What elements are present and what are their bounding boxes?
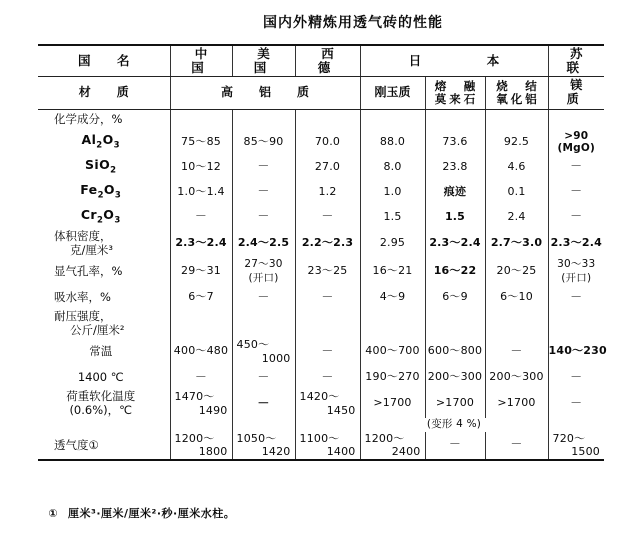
cell-corundum: 1.5 bbox=[360, 205, 425, 230]
page-title: 国内外精炼用透气砖的性能 bbox=[263, 15, 443, 31]
cell-sintered-alumina: 4.6 bbox=[485, 155, 548, 180]
header-label-material: 材 质 bbox=[38, 77, 170, 110]
header-material-corundum: 刚玉质 bbox=[360, 77, 425, 110]
cell-usa: － bbox=[232, 366, 295, 390]
row-label-chemical-composition: 化学成分，% bbox=[54, 112, 123, 127]
cell-sintered-alumina: － bbox=[485, 432, 548, 461]
cell-china: 1200～ 1800 bbox=[170, 432, 232, 461]
header-material-high-alumina: 高 铝 质 bbox=[170, 77, 360, 110]
cell-west-germany bbox=[295, 310, 360, 338]
cell-fused-mullite: － bbox=[425, 432, 485, 461]
table-row bbox=[38, 432, 604, 461]
cell-ussr: － bbox=[548, 205, 604, 230]
cell-ussr: － bbox=[548, 180, 604, 205]
cell-corundum: 4～9 bbox=[360, 286, 425, 310]
cell-ussr: － bbox=[548, 366, 604, 390]
table-row bbox=[38, 110, 604, 130]
header-country-usa: 美 国 bbox=[232, 45, 295, 77]
row-label-fe2o3: $Fe_2O_3$ bbox=[80, 181, 122, 201]
cell-west-germany bbox=[295, 418, 360, 432]
row-label-permeability: 透气度① bbox=[54, 437, 99, 452]
cell-usa: － bbox=[232, 390, 295, 418]
cell-sintered-alumina bbox=[485, 310, 548, 338]
cell-ussr: 720～ 1500 bbox=[548, 432, 604, 461]
cell-sintered-alumina: 92.5 bbox=[485, 130, 548, 155]
cell-ussr bbox=[548, 110, 604, 130]
cell-corundum: 1.0 bbox=[360, 180, 425, 205]
cell-west-germany: － bbox=[295, 286, 360, 310]
cell-ussr: － bbox=[548, 390, 604, 418]
cell-west-germany: 27.0 bbox=[295, 155, 360, 180]
header-country-ussr: 苏 联 bbox=[548, 45, 604, 77]
header-material-fused-mullite: 熔 融 莫来石 bbox=[425, 77, 485, 110]
cell-deformation-note: (变形 4 %) bbox=[360, 418, 548, 432]
table-header-row-material bbox=[38, 77, 604, 110]
cell-fused-mullite bbox=[425, 110, 485, 130]
row-label-compressive-strength: 耐压强度， 公斤/厘米² bbox=[54, 308, 125, 337]
footnote-text: 厘米³·厘米/厘米²·秒·厘米水柱。 bbox=[68, 507, 236, 520]
table-row bbox=[38, 366, 604, 390]
cell-china: 75～85 bbox=[170, 130, 232, 155]
cell-corundum: 2.95 bbox=[360, 230, 425, 258]
cell-corundum: 8.0 bbox=[360, 155, 425, 180]
cell-ussr: 140～230 bbox=[548, 338, 604, 366]
cell-corundum bbox=[360, 310, 425, 338]
cell-usa: 27～30 (开口) bbox=[232, 258, 295, 286]
table-row bbox=[38, 205, 604, 230]
cell-ussr: >90 (MgO) bbox=[548, 130, 604, 155]
cell-corundum bbox=[360, 110, 425, 130]
cell-corundum: 190～270 bbox=[360, 366, 425, 390]
cell-west-germany: 70.0 bbox=[295, 130, 360, 155]
cell-fused-mullite: >1700 bbox=[425, 390, 485, 418]
properties-table-wrapper bbox=[38, 44, 610, 461]
cell-sintered-alumina: 6～10 bbox=[485, 286, 548, 310]
cell-fused-mullite: 73.6 bbox=[425, 130, 485, 155]
cell-sintered-alumina: >1700 bbox=[485, 390, 548, 418]
footnote bbox=[38, 505, 604, 521]
cell-ussr: 30～33 (开口) bbox=[548, 258, 604, 286]
cell-corundum: 16～21 bbox=[360, 258, 425, 286]
row-label-water-absorption: 吸水率，% bbox=[54, 289, 111, 304]
table-row bbox=[38, 155, 604, 180]
cell-fused-mullite: 6～9 bbox=[425, 286, 485, 310]
cell-ussr: 2.3～2.4 bbox=[548, 230, 604, 258]
row-label-al2o3: $Al_2O_3$ bbox=[81, 131, 120, 151]
row-label-softening-temperature: 荷重软化温度 (0.6%)，℃ bbox=[66, 388, 136, 417]
cell-sintered-alumina: 200～300 bbox=[485, 366, 548, 390]
row-label-sio2: SiO$_2$ bbox=[85, 156, 117, 176]
cell-west-germany: 23～25 bbox=[295, 258, 360, 286]
cell-usa: 85～90 bbox=[232, 130, 295, 155]
cell-china bbox=[170, 110, 232, 130]
cell-usa bbox=[232, 110, 295, 130]
cell-china: － bbox=[170, 205, 232, 230]
cell-sintered-alumina: 0.1 bbox=[485, 180, 548, 205]
cell-west-germany: 1.2 bbox=[295, 180, 360, 205]
properties-table bbox=[38, 44, 610, 461]
cell-sintered-alumina: 2.4 bbox=[485, 205, 548, 230]
row-label-bulk-density: 体积密度， 克/厘米³ bbox=[54, 228, 113, 257]
cell-fused-mullite: 23.8 bbox=[425, 155, 485, 180]
cell-west-germany: 1100～ 1400 bbox=[295, 432, 360, 461]
cell-corundum: 88.0 bbox=[360, 130, 425, 155]
header-label-country: 国 名 bbox=[38, 45, 170, 77]
cell-ussr: － bbox=[548, 155, 604, 180]
cell-west-germany: 1420～ 1450 bbox=[295, 390, 360, 418]
cell-west-germany: － bbox=[295, 338, 360, 366]
cell-usa: 2.4～2.5 bbox=[232, 230, 295, 258]
cell-usa: － bbox=[232, 155, 295, 180]
table-row bbox=[38, 286, 604, 310]
cell-ussr: － bbox=[548, 286, 604, 310]
cell-ussr bbox=[548, 418, 604, 432]
cell-china bbox=[170, 310, 232, 338]
cell-corundum: >1700 bbox=[360, 390, 425, 418]
row-label-spacer bbox=[38, 418, 170, 432]
cell-usa bbox=[232, 418, 295, 432]
header-country-west-germany: 西 德 bbox=[295, 45, 360, 77]
cell-sintered-alumina: 2.7～3.0 bbox=[485, 230, 548, 258]
cell-china bbox=[170, 418, 232, 432]
cell-corundum: 400～700 bbox=[360, 338, 425, 366]
cell-fused-mullite: 痕迹 bbox=[425, 180, 485, 205]
table-row bbox=[38, 258, 604, 286]
cell-sintered-alumina: － bbox=[485, 338, 548, 366]
table-row bbox=[38, 310, 604, 338]
cell-fused-mullite bbox=[425, 310, 485, 338]
row-label-cr2o3: $Cr_2O_3$ bbox=[80, 206, 121, 226]
table-row bbox=[38, 338, 604, 366]
cell-usa: 450～ 1000 bbox=[232, 338, 295, 366]
header-material-magnesia: 镁 质 bbox=[548, 77, 604, 110]
cell-west-germany: 2.2～2.3 bbox=[295, 230, 360, 258]
cell-usa: － bbox=[232, 205, 295, 230]
cell-china: 1470～ 1490 bbox=[170, 390, 232, 418]
table-row bbox=[38, 230, 604, 258]
cell-fused-mullite: 600～800 bbox=[425, 338, 485, 366]
cell-ussr bbox=[548, 310, 604, 338]
cell-west-germany: － bbox=[295, 205, 360, 230]
header-country-japan: 日 本 bbox=[360, 45, 548, 77]
table-row-deformation-note bbox=[38, 418, 604, 432]
footnote-marker: ① bbox=[48, 507, 58, 520]
table-row bbox=[38, 130, 604, 155]
cell-sintered-alumina: 20～25 bbox=[485, 258, 548, 286]
cell-west-germany: － bbox=[295, 366, 360, 390]
row-label-1400c: 1400 ℃ bbox=[77, 369, 124, 384]
header-material-sintered-alumina: 烧 结 氧化铝 bbox=[485, 77, 548, 110]
cell-usa: 1050～ 1420 bbox=[232, 432, 295, 461]
row-label-room-temperature: 常温 bbox=[89, 343, 113, 358]
cell-usa bbox=[232, 310, 295, 338]
cell-china: 1.0～1.4 bbox=[170, 180, 232, 205]
cell-sintered-alumina bbox=[485, 110, 548, 130]
cell-west-germany bbox=[295, 110, 360, 130]
table-row bbox=[38, 390, 604, 418]
table-header-row-country bbox=[38, 45, 604, 77]
cell-fused-mullite: 200～300 bbox=[425, 366, 485, 390]
cell-corundum: 1200～ 2400 bbox=[360, 432, 425, 461]
cell-china: 10～12 bbox=[170, 155, 232, 180]
cell-fused-mullite: 1.5 bbox=[425, 205, 485, 230]
cell-usa: － bbox=[232, 286, 295, 310]
cell-china: 29～31 bbox=[170, 258, 232, 286]
cell-china: 400～480 bbox=[170, 338, 232, 366]
cell-fused-mullite: 16～22 bbox=[425, 258, 485, 286]
cell-usa: － bbox=[232, 180, 295, 205]
header-country-china: 中 国 bbox=[170, 45, 232, 77]
cell-china: － bbox=[170, 366, 232, 390]
table-row bbox=[38, 180, 604, 205]
cell-china: 2.3～2.4 bbox=[170, 230, 232, 258]
cell-china: 6～7 bbox=[170, 286, 232, 310]
cell-fused-mullite: 2.3～2.4 bbox=[425, 230, 485, 258]
row-label-apparent-porosity: 显气孔率，% bbox=[54, 263, 123, 278]
